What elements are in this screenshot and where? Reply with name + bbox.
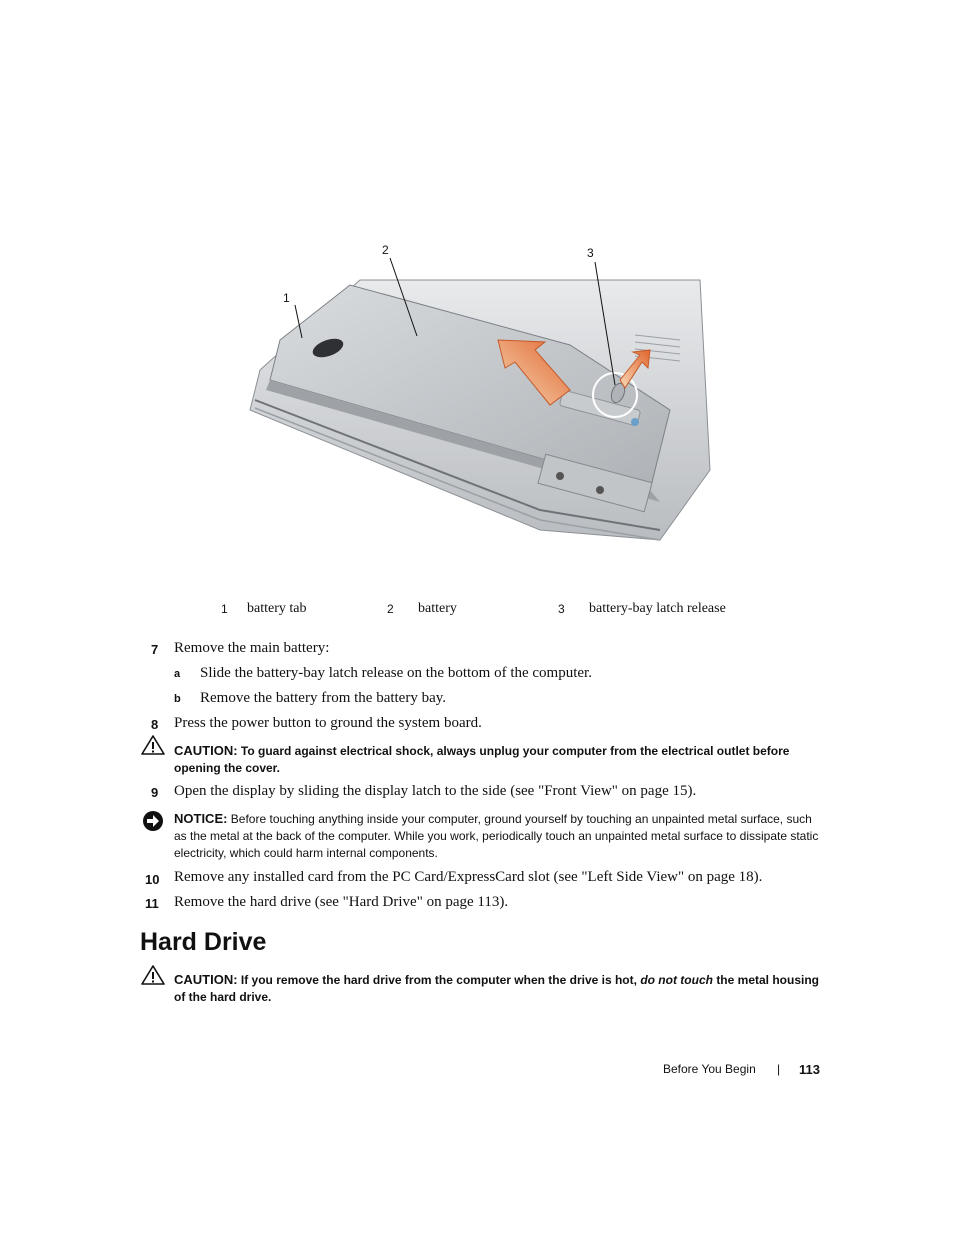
legend-text-1: battery tab [247,601,307,616]
step-11-number: 11 [145,896,159,911]
caution2-text-before: If you remove the hard drive from the computer when the drive is hot, [240,973,637,987]
step-8-number: 8 [151,717,159,732]
section-title: Hard Drive [140,928,267,956]
caution-text: To guard against electrical shock, always unplug your computer from the electrical outlet before opening the cover. [174,744,790,775]
caution2-emphasis: do not touch [640,973,713,987]
notice-text: Before touching anything inside your computer, ground yourself by touching an unpainted metal surface, such as the metal at the back of the computer. While you work, periodically touch an unpainted metal surface to dissipate static electricity, which could harm internal components. [174,812,819,860]
caution2-label: CAUTION: [174,972,238,987]
step-9-text: Open the display by sliding the display latch to the side (see "Front View" on page 15). [174,783,697,799]
callout-1: 1 [283,291,290,305]
footer-section-name: Before You Begin [663,1062,756,1076]
notice-label: NOTICE: [174,811,228,826]
step-7a-letter: a [174,668,181,680]
step-10-number: 10 [145,872,160,887]
caution-hot-drive [174,971,824,1006]
step-7a-text: Slide the battery-bay latch release on the bottom of the computer. [200,665,592,681]
notice-static-electricity [174,810,824,862]
step-10-text: Remove any installed card from the PC Card/ExpressCard slot (see "Left Side View" on page 18). [174,869,763,885]
step-7-text: Remove the main battery: [174,640,330,656]
step-7b-text: Remove the battery from the battery bay. [200,690,447,706]
legend-num-3: 3 [558,602,565,616]
page-number: 113 [799,1062,820,1077]
legend-text-3: battery-bay latch release [589,601,726,616]
legend-num-2: 2 [387,602,394,616]
callout-2: 2 [382,243,389,257]
caution-label: CAUTION: [174,743,238,758]
caution-warning-icon [141,735,165,755]
step-7-number: 7 [151,642,159,657]
callout-3: 3 [587,246,594,260]
caution-electrical-shock [174,742,824,777]
footer-separator: | [777,1062,781,1076]
step-11-text: Remove the hard drive (see "Hard Drive" on page 113). [174,894,509,910]
step-9-number: 9 [151,785,159,800]
caution2-text-after: the metal housing of the hard drive. [174,973,819,1004]
laptop-bottom-drawing [240,240,720,560]
battery-removal-illustration [240,240,720,560]
notice-icon [142,810,164,832]
legend-num-1: 1 [221,602,228,616]
step-8-text: Press the power button to ground the system board. [174,715,482,731]
legend-text-2: battery [418,601,457,616]
caution-warning-icon-2 [141,965,165,985]
step-7b-letter: b [174,693,181,705]
